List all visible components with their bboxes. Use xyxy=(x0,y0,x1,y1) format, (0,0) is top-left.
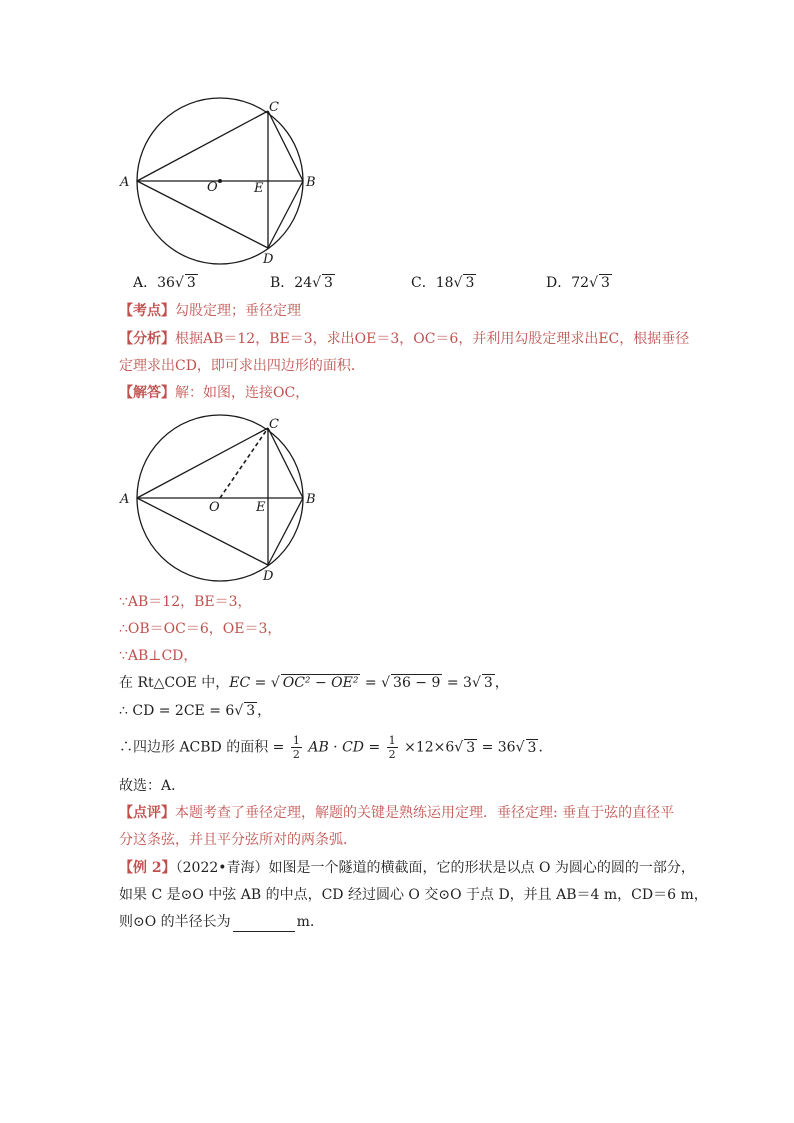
segment-ac-2 xyxy=(137,428,268,498)
segment-db-2 xyxy=(268,498,303,565)
figure-1-circle-diagram xyxy=(110,95,330,267)
segment-db xyxy=(268,181,303,248)
answer-blank[interactable] xyxy=(233,917,295,932)
label-o-2: O xyxy=(209,500,220,515)
label-a-2: A xyxy=(120,492,130,507)
example-2-line-2: 如果 C 是⊙O 中弦 AB 的中点，CD 经过圆心 O 交⊙O 于点 D，并且 AB＝4 m，CD＝6 m， xyxy=(119,887,708,903)
final-answer: 故选：A． xyxy=(119,778,186,794)
segment-cb xyxy=(268,111,303,181)
kaodian-line: 【考点】勾股定理；垂径定理 xyxy=(119,303,301,319)
step-6-area: ∴四边形 ACBD 的面积 = $\frac{1}{2}$ AB · CD = $\frac{1}{2}$ ×12×6√ 3 = 36√ 3 ． xyxy=(119,734,553,761)
option-b[interactable]: B．24√ 3 xyxy=(270,275,333,291)
dianping-line-1: 【点评】本题考查了垂径定理，解题的关键是熟练运用定理．垂径定理: 垂直于弦的直径平 xyxy=(119,805,675,821)
center-point-o xyxy=(218,179,222,183)
label-d-2: D xyxy=(263,569,274,584)
segment-ad xyxy=(137,181,268,248)
example-2-line-1: 【例 2】（2022•青海）如图是一个隧道的横截面，它的形状是以点 O 为圆心的圆的一部分， xyxy=(119,860,695,876)
step-5-cd: ∴ CD = 2CE = 6√ 3 ， xyxy=(119,703,272,719)
step-3: ∵AB⊥CD， xyxy=(119,648,198,664)
segment-ad-2 xyxy=(137,498,268,565)
figure-2-circle-diagram xyxy=(110,412,330,584)
option-c[interactable]: C．18√ 3 xyxy=(411,275,475,291)
fenxi-line-2: 定理求出CD，即可求出四边形的面积． xyxy=(119,358,365,374)
dashed-segment-oc xyxy=(220,428,268,498)
step-4-pythagoras: 在 Rt△COE 中，EC = √ OC² − OE² = √ 36 − 9 = 3√ 3 ， xyxy=(119,675,509,691)
label-o: O xyxy=(207,180,218,195)
segment-cb-2 xyxy=(268,428,303,498)
label-c-2: C xyxy=(269,417,279,432)
step-2: ∴OB＝OC＝6，OE＝3， xyxy=(119,621,282,637)
option-a[interactable]: A．36√ 3 xyxy=(133,275,196,291)
label-e: E xyxy=(254,181,264,196)
fraction-half: $\frac{1}{2}$ xyxy=(292,734,300,761)
example-2-line-3: 则⊙O 的半径长为 m． xyxy=(119,914,324,930)
label-b: B xyxy=(306,175,316,190)
segment-ac xyxy=(137,111,268,181)
label-c: C xyxy=(269,100,279,115)
label-b-2: B xyxy=(306,492,316,507)
dianping-line-2: 分这条弦，并且平分弦所对的两条弧． xyxy=(119,832,357,848)
option-d[interactable]: D．72√ 3 xyxy=(546,275,610,291)
step-1: ∵AB＝12，BE＝3， xyxy=(119,594,252,610)
label-a: A xyxy=(120,175,130,190)
fraction-half-2: $\frac{1}{2}$ xyxy=(388,734,396,761)
label-d: D xyxy=(263,252,274,267)
fenxi-line-1: 【分析】根据AB＝12，BE＝3，求出OE＝3，OC＝6，并利用勾股定理求出EC，根据垂径 xyxy=(119,331,690,347)
jieda-line: 【解答】解：如图，连接OC， xyxy=(119,385,310,401)
label-e-2: E xyxy=(256,500,266,515)
